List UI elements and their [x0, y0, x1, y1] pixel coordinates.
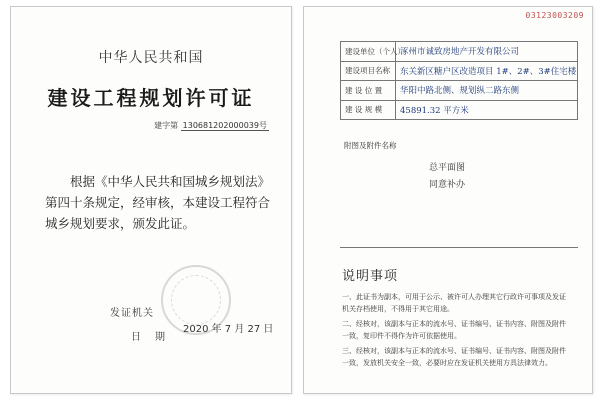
section-divider: [340, 247, 578, 248]
table-row-value: 45891.32 平方米: [396, 100, 578, 120]
certificate-body-text: 根据《中华人民共和国城乡规划法》第四十条规定，经审核，本建设工程符合城乡规划要求，颁发此证。: [45, 174, 271, 231]
country-heading: 中华人民共和国: [98, 50, 204, 66]
table-row: [341, 81, 578, 101]
serial-number: 03123003209: [525, 11, 584, 20]
table-row: [341, 42, 578, 62]
certificate-number-label: 建字第: [154, 121, 179, 130]
table-row-label: 建设单位（个人）: [341, 42, 396, 62]
certificate-title: 建设工程规划许可证: [47, 86, 255, 110]
certificate-number: [154, 120, 269, 131]
issue-date-value: 2020 年 7 月 27 日: [183, 324, 274, 335]
table-row: [341, 61, 578, 81]
table-row-value: 东关新区糖户区改造项目 1#、2#、3#住宅楼: [396, 61, 578, 81]
notes-title: 说明事项: [342, 269, 399, 284]
note-item: 二、经核对，该副本与正本的流水号、证书编号、证书内容、附图及附件一致，复印件不得作为许可依据使用。: [342, 320, 566, 340]
certificate-front-page: [10, 6, 292, 394]
issue-date-label: 日期: [131, 332, 179, 343]
attachment-item: 总平面图: [429, 163, 466, 173]
note-item: 三、经核对，该副本与正本的流水号、证书编号、证书内容、附图及附件一致，发放机关安全一致，必要时应在发证机关使用方具法律效力。: [342, 347, 566, 367]
note-item: 一、此证书为副本，可用于公示、被许可人办理其它行政许可事项及发证机关存档使用，不得用于其它用途。: [342, 293, 566, 313]
attachments-label: 附图及附件名称: [344, 141, 397, 150]
table-row: [341, 100, 578, 120]
table-row-label: 建设项目名称: [341, 61, 396, 81]
table-row-value: 华阳中路北侧、规划纵二路东侧: [396, 81, 578, 101]
project-info-table: [340, 41, 578, 120]
issuing-authority-label: 发证机关: [110, 308, 154, 319]
attachment-item: 同意补办: [429, 180, 466, 190]
table-row-label: 建 设 规 模: [341, 100, 396, 120]
table-row-value: 涿州市诚致房地产开发有限公司: [396, 42, 578, 62]
table-row-label: 建 设 位 置: [341, 81, 396, 101]
certificate-details-page: [303, 6, 593, 394]
certificate-number-value: 130681202000039号: [182, 121, 267, 130]
